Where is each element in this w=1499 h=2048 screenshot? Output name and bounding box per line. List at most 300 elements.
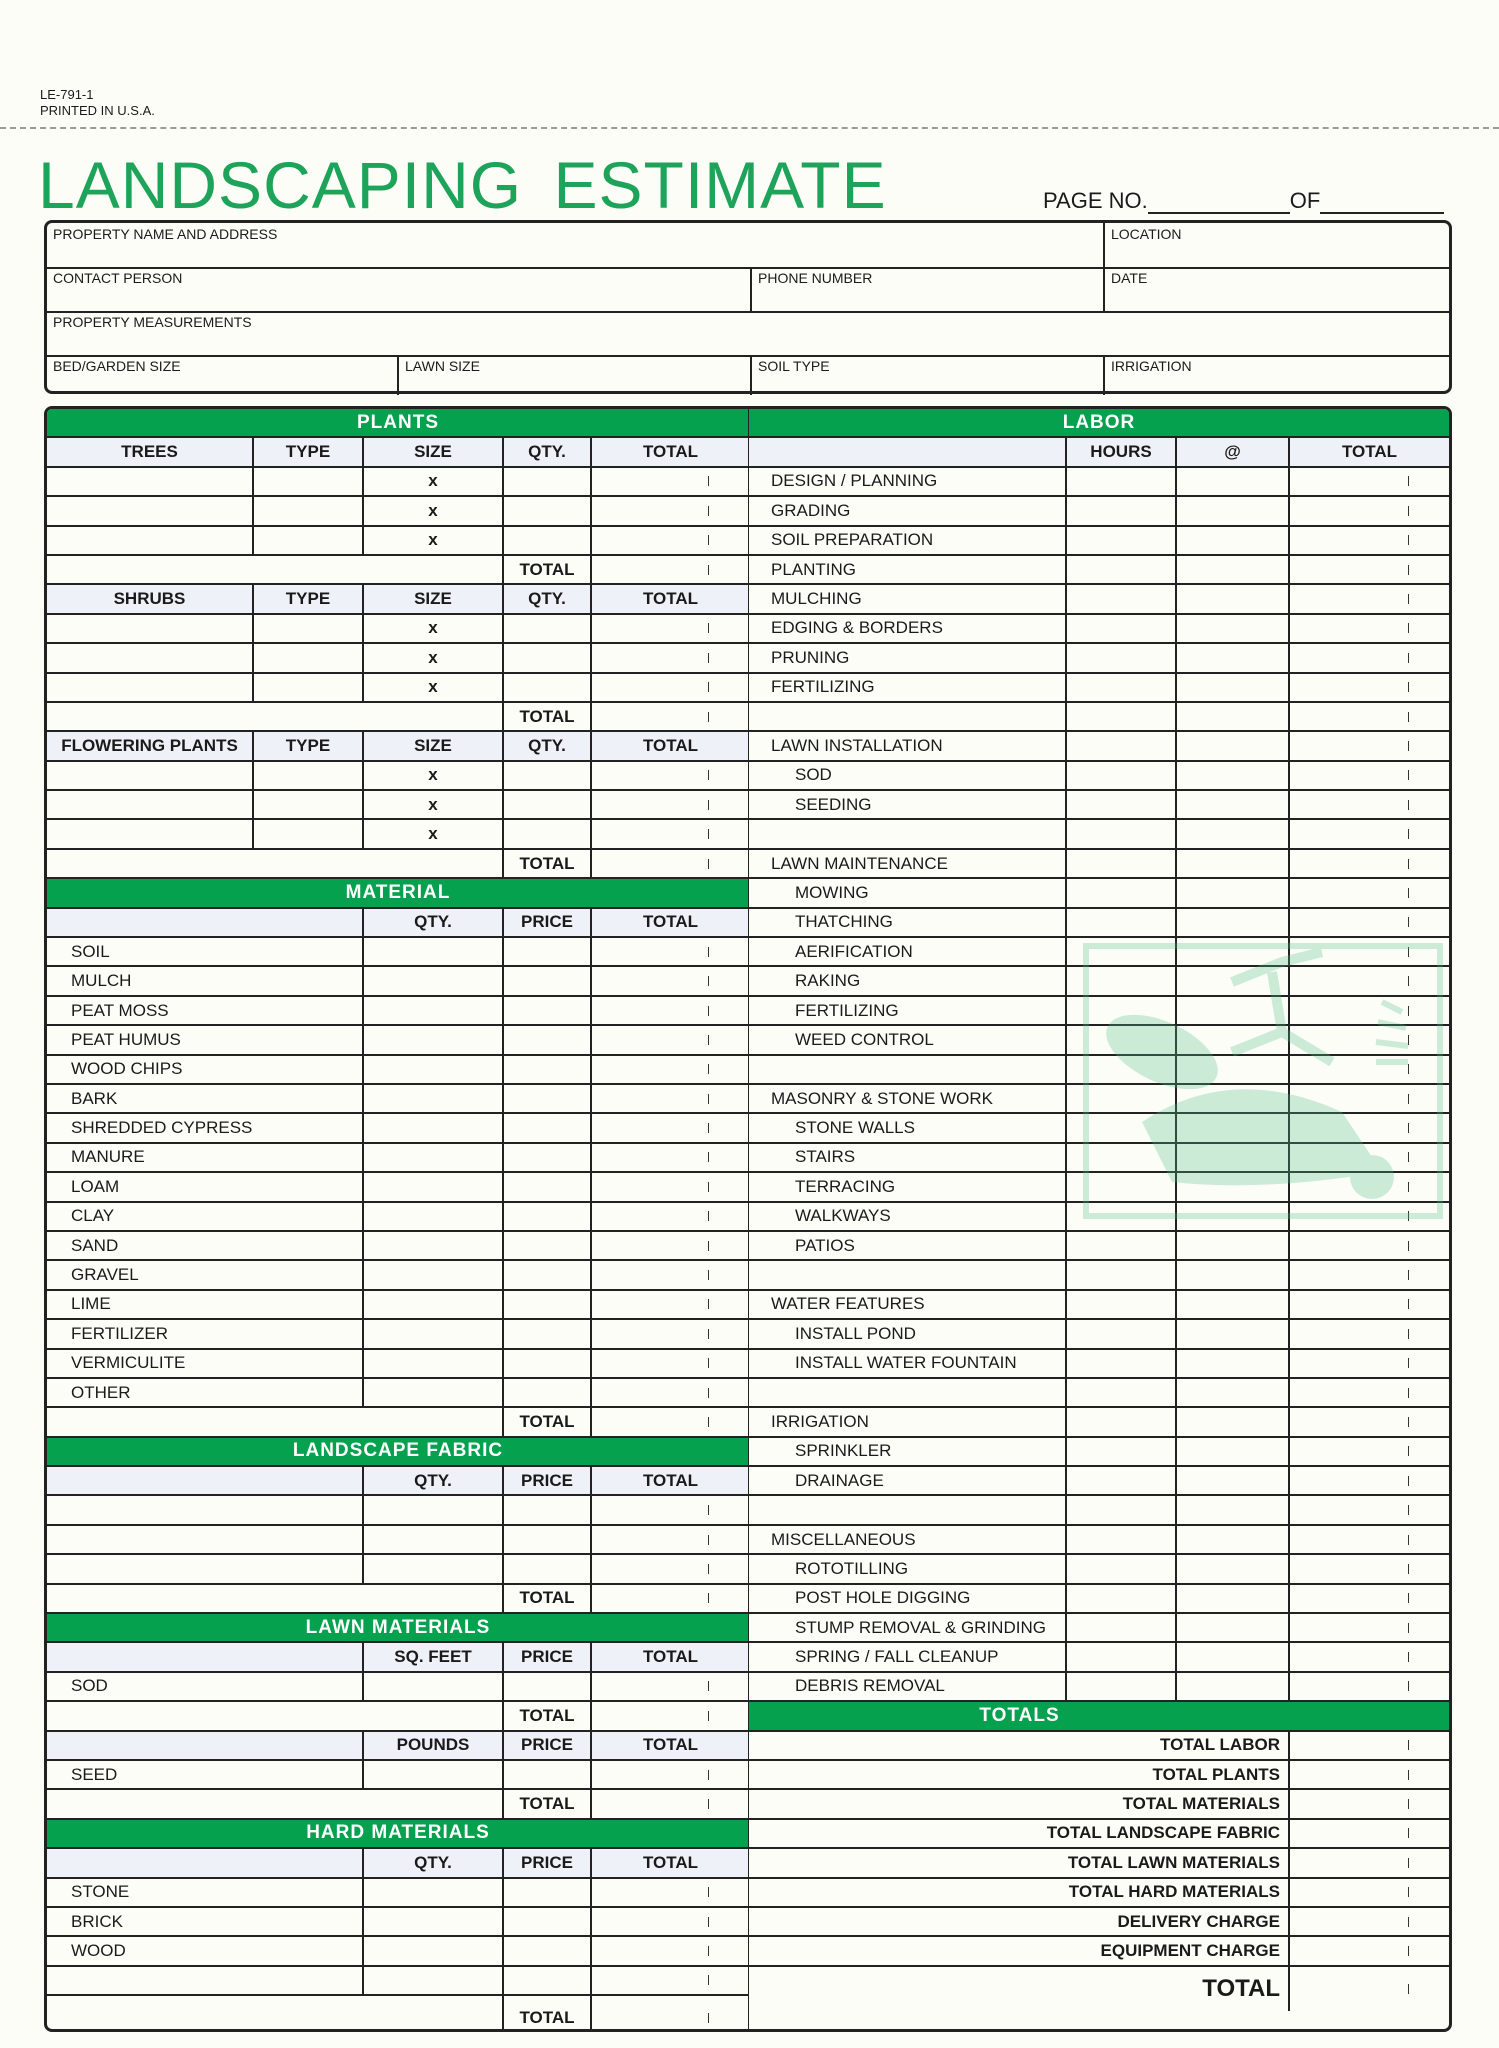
material-item-label[interactable] [47,938,364,965]
total-cell[interactable] [1290,1261,1449,1288]
material-item-label[interactable] [47,1144,364,1171]
labor-item-label[interactable] [749,1555,1067,1582]
total-cell[interactable] [592,1526,749,1553]
material-item-label[interactable] [47,1232,364,1259]
material-item-label[interactable] [47,997,364,1024]
qty-cell[interactable] [364,997,504,1024]
qty-cell[interactable] [364,1291,504,1318]
labor-item-label[interactable] [749,1173,1067,1200]
total-cell[interactable] [1290,468,1449,495]
price-cell[interactable] [504,1144,592,1171]
price-cell[interactable] [504,1967,592,1994]
property-measurements-field[interactable]: PROPERTY MEASUREMENTS [53,314,252,330]
material-item-label[interactable] [47,1320,364,1347]
total-cell[interactable] [592,644,749,671]
qty-cell[interactable] [364,1908,504,1935]
hours-cell[interactable] [1067,732,1177,759]
totals-value-cell[interactable] [1290,1732,1449,1759]
lawn-sod-item-label[interactable] [47,1673,364,1700]
trees-name-cell[interactable] [47,468,254,495]
bed-garden-size-field[interactable]: BED/GARDEN SIZE [47,355,399,395]
labor-item-label[interactable] [749,967,1067,994]
hours-cell[interactable] [1067,674,1177,701]
labor-item-label[interactable] [749,1438,1067,1465]
material-item-label[interactable] [47,1085,364,1112]
hours-cell[interactable] [1067,1467,1177,1494]
total-cell[interactable] [592,1261,749,1288]
labor-item-label[interactable] [749,1526,1067,1553]
totals-value-cell[interactable] [1290,1879,1449,1906]
lawn-seed-total-cell[interactable] [592,1790,749,1817]
total-cell[interactable] [1290,1232,1449,1259]
rate-cell[interactable] [1177,850,1290,877]
labor-item-label[interactable] [749,1026,1067,1053]
contact-person-field[interactable]: CONTACT PERSON [47,267,752,311]
material-item-label[interactable] [47,1203,364,1230]
rate-cell[interactable] [1177,820,1290,847]
hours-cell[interactable] [1067,1291,1177,1318]
fabric-item-label[interactable] [47,1555,364,1582]
shrubs-name-cell[interactable] [47,674,254,701]
shrubs-name-cell[interactable] [47,644,254,671]
irrigation-field[interactable]: IRRIGATION [1111,358,1192,374]
rate-cell[interactable] [1177,497,1290,524]
totals-value-cell[interactable] [1290,1849,1449,1876]
lawn-seed-item-label[interactable] [47,1761,364,1788]
rate-cell[interactable] [1177,762,1290,789]
qty-cell[interactable] [364,1967,504,1994]
total-cell[interactable] [1290,1467,1449,1494]
total-cell[interactable] [1290,820,1449,847]
qty-cell[interactable] [364,1085,504,1112]
page-of-input[interactable] [1320,192,1444,214]
price-cell[interactable] [504,1555,592,1582]
material-item-label[interactable] [47,1114,364,1141]
total-cell[interactable] [592,1555,749,1582]
qty-cell[interactable] [364,1937,504,1964]
hours-cell[interactable] [1067,1350,1177,1377]
labor-item-label[interactable] [749,1056,1067,1083]
total-cell[interactable] [1290,909,1449,936]
size-cell[interactable] [364,791,504,818]
price-cell[interactable] [504,1114,592,1141]
size-cell[interactable] [364,674,504,701]
qty-cell[interactable] [364,1761,504,1788]
labor-item-label[interactable] [749,1467,1067,1494]
labor-item-label[interactable] [749,850,1067,877]
qty-cell[interactable] [364,1232,504,1259]
rate-cell[interactable] [1177,703,1290,730]
labor-item-label[interactable] [749,703,1067,730]
labor-item-label[interactable] [749,1144,1067,1171]
total-cell[interactable] [592,1908,749,1935]
total-cell[interactable] [592,762,749,789]
qty-cell[interactable] [504,762,592,789]
total-cell[interactable] [592,967,749,994]
price-cell[interactable] [504,1496,592,1523]
total-cell[interactable] [1290,674,1449,701]
material-item-label[interactable] [47,1291,364,1318]
hours-cell[interactable] [1067,1320,1177,1347]
qty-cell[interactable] [504,615,592,642]
labor-item-label[interactable] [749,556,1067,583]
totals-value-cell[interactable] [1290,1790,1449,1817]
fabric-item-label[interactable] [47,1496,364,1523]
rate-cell[interactable] [1177,1438,1290,1465]
hours-cell[interactable] [1067,791,1177,818]
hours-cell[interactable] [1067,909,1177,936]
trees-name-cell[interactable] [47,497,254,524]
total-cell[interactable] [592,1232,749,1259]
labor-item-label[interactable] [749,1291,1067,1318]
rate-cell[interactable] [1177,1232,1290,1259]
total-cell[interactable] [592,1496,749,1523]
material-total-cell[interactable] [592,1408,749,1435]
total-cell[interactable] [592,1937,749,1964]
labor-item-label[interactable] [749,585,1067,612]
price-cell[interactable] [504,1085,592,1112]
rate-cell[interactable] [1177,644,1290,671]
hours-cell[interactable] [1067,1261,1177,1288]
size-cell[interactable] [364,468,504,495]
total-cell[interactable] [1290,615,1449,642]
qty-cell[interactable] [364,1555,504,1582]
hours-cell[interactable] [1067,850,1177,877]
total-cell[interactable] [592,1379,749,1406]
rate-cell[interactable] [1177,1291,1290,1318]
qty-cell[interactable] [504,791,592,818]
material-item-label[interactable] [47,1261,364,1288]
type-cell[interactable] [254,497,364,524]
total-cell[interactable] [592,1056,749,1083]
labor-item-label[interactable] [749,497,1067,524]
rate-cell[interactable] [1177,468,1290,495]
rate-cell[interactable] [1177,556,1290,583]
qty-cell[interactable] [364,1144,504,1171]
rate-cell[interactable] [1177,1555,1290,1582]
total-cell[interactable] [1290,1379,1449,1406]
hours-cell[interactable] [1067,1379,1177,1406]
labor-item-label[interactable] [749,1673,1067,1700]
total-cell[interactable] [592,997,749,1024]
labor-item-label[interactable] [749,938,1067,965]
size-cell[interactable] [364,527,504,554]
price-cell[interactable] [504,1291,592,1318]
hours-cell[interactable] [1067,615,1177,642]
total-cell[interactable] [592,1203,749,1230]
rate-cell[interactable] [1177,615,1290,642]
rate-cell[interactable] [1177,585,1290,612]
labor-item-label[interactable] [749,820,1067,847]
total-cell[interactable] [592,497,749,524]
total-cell[interactable] [1290,762,1449,789]
price-cell[interactable] [504,1056,592,1083]
labor-item-label[interactable] [749,1379,1067,1406]
labor-item-label[interactable] [749,1261,1067,1288]
price-cell[interactable] [504,1379,592,1406]
total-cell[interactable] [1290,497,1449,524]
total-cell[interactable] [592,1673,749,1700]
hard-item-label[interactable] [47,1967,364,1994]
labor-item-label[interactable] [749,997,1067,1024]
total-cell[interactable] [592,1173,749,1200]
type-cell[interactable] [254,527,364,554]
price-cell[interactable] [504,967,592,994]
labor-item-label[interactable] [749,1350,1067,1377]
hours-cell[interactable] [1067,644,1177,671]
total-cell[interactable] [1290,644,1449,671]
labor-item-label[interactable] [749,1232,1067,1259]
size-cell[interactable] [364,615,504,642]
qty-cell[interactable] [364,1673,504,1700]
type-cell[interactable] [254,615,364,642]
price-cell[interactable] [504,1908,592,1935]
qty-cell[interactable] [364,1879,504,1906]
material-item-label[interactable] [47,1350,364,1377]
rate-cell[interactable] [1177,1261,1290,1288]
labor-item-label[interactable] [749,1496,1067,1523]
hours-cell[interactable] [1067,879,1177,906]
price-cell[interactable] [504,1761,592,1788]
page-no-input[interactable] [1148,192,1290,214]
total-cell[interactable] [592,468,749,495]
labor-item-label[interactable] [749,674,1067,701]
hours-cell[interactable] [1067,468,1177,495]
fabric-total-cell[interactable] [592,1585,749,1612]
qty-cell[interactable] [364,1056,504,1083]
rate-cell[interactable] [1177,1496,1290,1523]
total-cell[interactable] [592,674,749,701]
price-cell[interactable] [504,1232,592,1259]
flowering-plants-name-cell[interactable] [47,762,254,789]
phone-number-field[interactable]: PHONE NUMBER [752,267,1105,311]
rate-cell[interactable] [1177,732,1290,759]
flowering-plants-name-cell[interactable] [47,820,254,847]
shrubs-name-cell[interactable] [47,615,254,642]
qty-cell[interactable] [504,820,592,847]
rate-cell[interactable] [1177,1643,1290,1670]
hours-cell[interactable] [1067,762,1177,789]
total-cell[interactable] [1290,791,1449,818]
trees-total-cell[interactable] [592,556,749,583]
type-cell[interactable] [254,820,364,847]
rate-cell[interactable] [1177,1408,1290,1435]
total-cell[interactable] [592,1085,749,1112]
hours-cell[interactable] [1067,1555,1177,1582]
total-cell[interactable] [1290,1320,1449,1347]
hours-cell[interactable] [1067,1673,1177,1700]
total-cell[interactable] [592,1761,749,1788]
hard-item-label[interactable] [47,1908,364,1935]
labor-item-label[interactable] [749,1408,1067,1435]
total-cell[interactable] [1290,1350,1449,1377]
total-cell[interactable] [592,1350,749,1377]
trees-name-cell[interactable] [47,527,254,554]
labor-item-label[interactable] [749,644,1067,671]
price-cell[interactable] [504,1879,592,1906]
hours-cell[interactable] [1067,1643,1177,1670]
fabric-item-label[interactable] [47,1526,364,1553]
total-cell[interactable] [1290,1438,1449,1465]
price-cell[interactable] [504,1173,592,1200]
rate-cell[interactable] [1177,1379,1290,1406]
material-item-label[interactable] [47,967,364,994]
totals-value-cell[interactable] [1290,1761,1449,1788]
rate-cell[interactable] [1177,1673,1290,1700]
total-cell[interactable] [1290,850,1449,877]
total-cell[interactable] [1290,1585,1449,1612]
qty-cell[interactable] [364,1350,504,1377]
hard-item-label[interactable] [47,1879,364,1906]
rate-cell[interactable] [1177,527,1290,554]
total-cell[interactable] [592,1291,749,1318]
size-cell[interactable] [364,762,504,789]
soil-type-field[interactable]: SOIL TYPE [752,355,1105,395]
type-cell[interactable] [254,791,364,818]
labor-item-label[interactable] [749,615,1067,642]
total-cell[interactable] [1290,1643,1449,1670]
hours-cell[interactable] [1067,820,1177,847]
qty-cell[interactable] [364,1203,504,1230]
rate-cell[interactable] [1177,1526,1290,1553]
labor-item-label[interactable] [749,879,1067,906]
total-cell[interactable] [592,938,749,965]
labor-item-label[interactable] [749,1585,1067,1612]
hours-cell[interactable] [1067,1232,1177,1259]
price-cell[interactable] [504,1673,592,1700]
material-item-label[interactable] [47,1173,364,1200]
total-cell[interactable] [1290,879,1449,906]
rate-cell[interactable] [1177,674,1290,701]
rate-cell[interactable] [1177,1585,1290,1612]
total-cell[interactable] [592,615,749,642]
total-cell[interactable] [1290,1496,1449,1523]
rate-cell[interactable] [1177,1350,1290,1377]
totals-value-cell[interactable] [1290,1908,1449,1935]
labor-item-label[interactable] [749,1085,1067,1112]
total-cell[interactable] [592,527,749,554]
total-cell[interactable] [592,1879,749,1906]
total-cell[interactable] [1290,703,1449,730]
qty-cell[interactable] [504,497,592,524]
rate-cell[interactable] [1177,1320,1290,1347]
qty-cell[interactable] [364,1114,504,1141]
labor-item-label[interactable] [749,527,1067,554]
size-cell[interactable] [364,644,504,671]
date-field[interactable]: DATE [1111,270,1148,286]
total-cell[interactable] [592,1320,749,1347]
rate-cell[interactable] [1177,1614,1290,1641]
total-cell[interactable] [1290,527,1449,554]
hours-cell[interactable] [1067,1526,1177,1553]
qty-cell[interactable] [364,967,504,994]
price-cell[interactable] [504,1261,592,1288]
qty-cell[interactable] [364,1379,504,1406]
qty-cell[interactable] [504,644,592,671]
total-cell[interactable] [592,1114,749,1141]
grand-total-cell[interactable] [1290,1967,1449,2011]
total-cell[interactable] [592,820,749,847]
hours-cell[interactable] [1067,497,1177,524]
labor-item-label[interactable] [749,909,1067,936]
material-item-label[interactable] [47,1056,364,1083]
labor-item-label[interactable] [749,1643,1067,1670]
rate-cell[interactable] [1177,879,1290,906]
flowering-plants-name-cell[interactable] [47,791,254,818]
location-field[interactable]: LOCATION [1111,226,1182,242]
labor-item-label[interactable] [749,732,1067,759]
totals-value-cell[interactable] [1290,1820,1449,1847]
total-cell[interactable] [592,791,749,818]
lawn-size-field[interactable]: LAWN SIZE [399,355,752,395]
labor-item-label[interactable] [749,1320,1067,1347]
price-cell[interactable] [504,997,592,1024]
price-cell[interactable] [504,938,592,965]
type-cell[interactable] [254,644,364,671]
qty-cell[interactable] [504,527,592,554]
lawn-sod-total-cell[interactable] [592,1702,749,1729]
shrubs-total-cell[interactable] [592,703,749,730]
hard-item-label[interactable] [47,1937,364,1964]
size-cell[interactable] [364,497,504,524]
material-item-label[interactable] [47,1379,364,1406]
total-cell[interactable] [592,1967,749,1994]
total-cell[interactable] [1290,732,1449,759]
qty-cell[interactable] [504,468,592,495]
qty-cell[interactable] [364,1496,504,1523]
price-cell[interactable] [504,1320,592,1347]
qty-cell[interactable] [364,1261,504,1288]
total-cell[interactable] [1290,556,1449,583]
rate-cell[interactable] [1177,909,1290,936]
labor-item-label[interactable] [749,791,1067,818]
labor-item-label[interactable] [749,468,1067,495]
hours-cell[interactable] [1067,703,1177,730]
hours-cell[interactable] [1067,527,1177,554]
size-cell[interactable] [364,820,504,847]
qty-cell[interactable] [364,1320,504,1347]
labor-item-label[interactable] [749,1114,1067,1141]
labor-item-label[interactable] [749,1203,1067,1230]
price-cell[interactable] [504,1350,592,1377]
qty-cell[interactable] [504,674,592,701]
price-cell[interactable] [504,1526,592,1553]
total-cell[interactable] [1290,1614,1449,1641]
hours-cell[interactable] [1067,556,1177,583]
rate-cell[interactable] [1177,1467,1290,1494]
labor-item-label[interactable] [749,1614,1067,1641]
labor-item-label[interactable] [749,762,1067,789]
total-cell[interactable] [592,1026,749,1053]
price-cell[interactable] [504,1937,592,1964]
qty-cell[interactable] [364,938,504,965]
hours-cell[interactable] [1067,1585,1177,1612]
hours-cell[interactable] [1067,1438,1177,1465]
total-cell[interactable] [592,1144,749,1171]
total-cell[interactable] [1290,1408,1449,1435]
rate-cell[interactable] [1177,791,1290,818]
total-cell[interactable] [1290,585,1449,612]
type-cell[interactable] [254,674,364,701]
type-cell[interactable] [254,468,364,495]
flowering-plants-total-cell[interactable] [592,850,749,877]
qty-cell[interactable] [364,1026,504,1053]
hours-cell[interactable] [1067,1614,1177,1641]
type-cell[interactable] [254,762,364,789]
hours-cell[interactable] [1067,585,1177,612]
material-item-label[interactable] [47,1026,364,1053]
property-name-field[interactable]: PROPERTY NAME AND ADDRESS [47,223,1105,267]
